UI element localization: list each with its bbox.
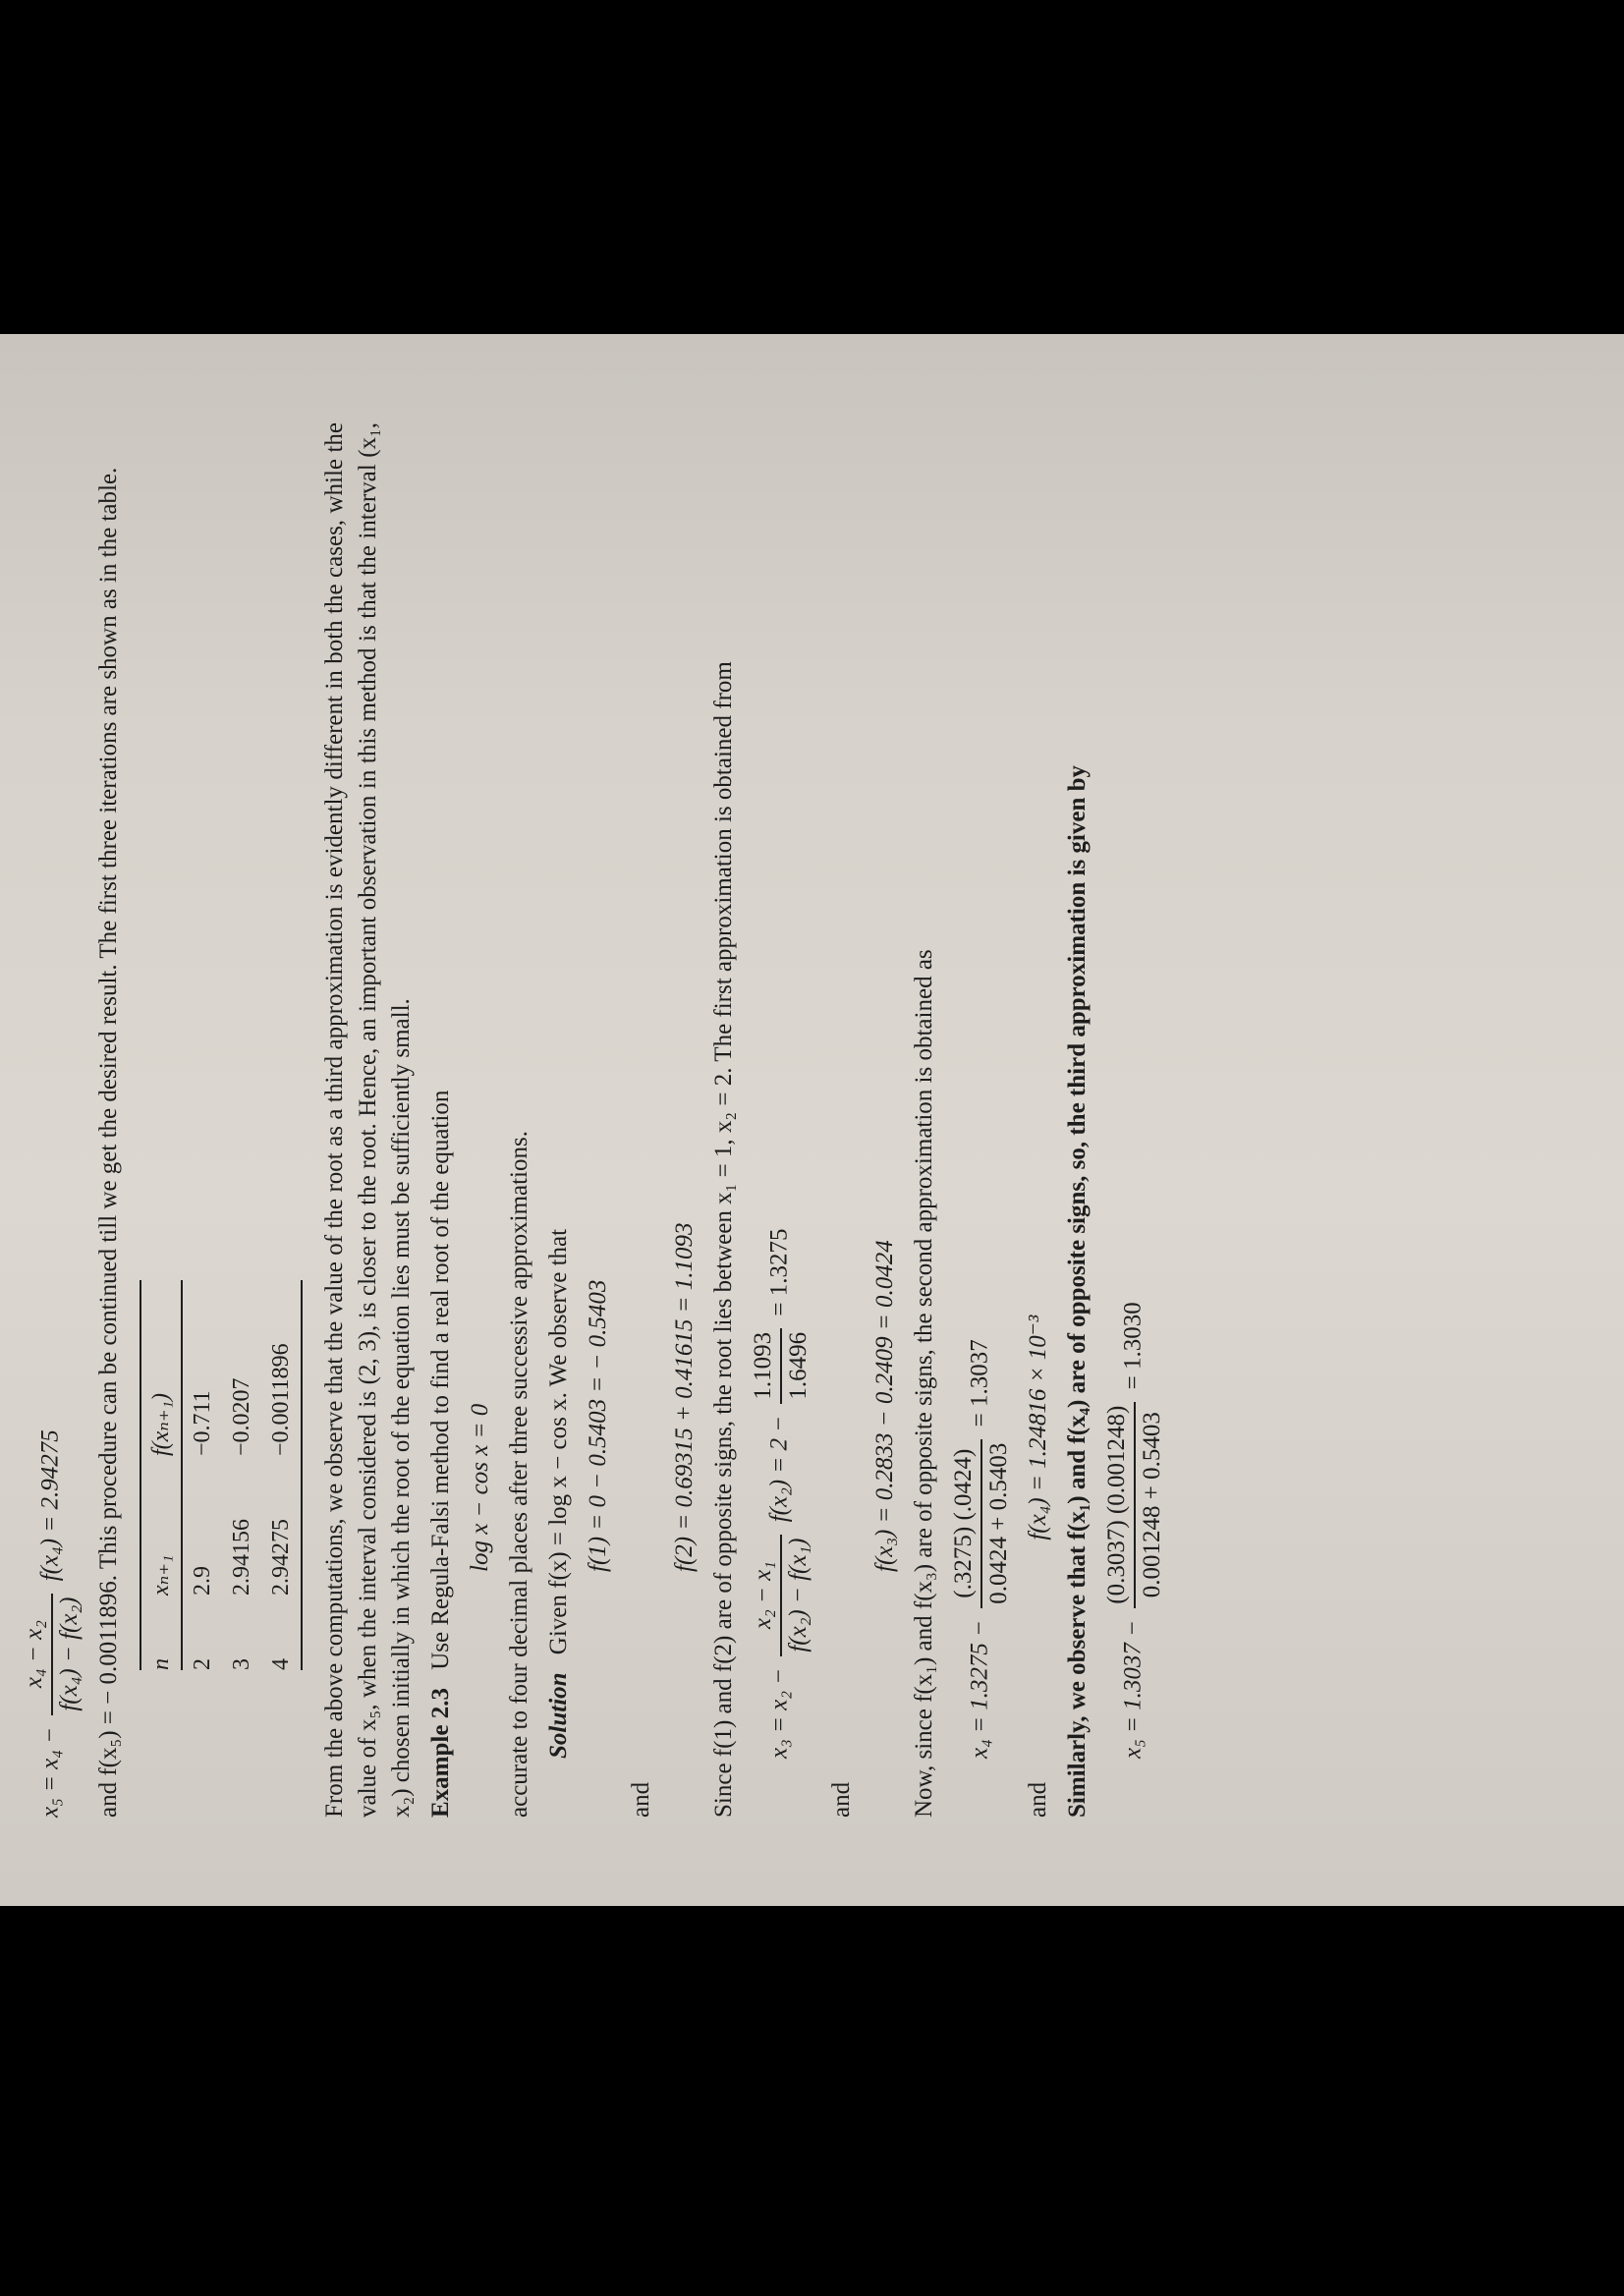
since-paragraph: Since f(1) and f(2) are of opposite signs, the root lies between x₁ = 1, x₂ = 2. The first approximation is obtained from bbox=[710, 661, 737, 1818]
bottom-black-bar bbox=[0, 1906, 1624, 2296]
intro-paragraph: and f(x₅) = − 0.0011896. This procedure can be continued till we get the desired result. The first three iterations are shown as in the table. bbox=[95, 467, 122, 1818]
top-eq-tail: f(x₄) = 2.94275 bbox=[36, 1429, 64, 1582]
top-black-bar bbox=[0, 0, 1624, 334]
fx4-line bbox=[1022, 422, 1055, 1818]
fx3-equation: f(x₃) = 0.2833 − 0.2409 = 0.0424 bbox=[871, 1240, 898, 1572]
top-eq-fraction bbox=[18, 1594, 86, 1715]
textbook-page bbox=[0, 334, 1624, 1906]
x4-equation bbox=[947, 422, 1016, 1759]
x3-equation bbox=[747, 422, 815, 1759]
x3-rhs: = 1.3275 bbox=[765, 1228, 793, 1316]
table-cell: −0.0011896 bbox=[268, 1343, 294, 1456]
solution-heading bbox=[542, 422, 576, 1759]
fx4-equation: f(x₄) = 1.24816 × 10⁻³ bbox=[1025, 1315, 1051, 1540]
x3-mid: f(x₂) = 2 − bbox=[765, 1415, 793, 1523]
x3-lhs: x₃ = x₂ − bbox=[765, 1667, 793, 1759]
table-cell: 2 bbox=[190, 1658, 215, 1670]
x3-den: f(x₂) − f(x₁) bbox=[785, 1538, 812, 1652]
and-word: and bbox=[828, 1781, 855, 1818]
x3-num2: 1.1093 bbox=[747, 1328, 782, 1404]
example-text: Use Regula-Falsi method to find a real root of the equation bbox=[427, 1090, 454, 1670]
table-row bbox=[222, 1280, 261, 1670]
example-tag: Example 2.3 bbox=[427, 1688, 454, 1818]
x3-num: x₂ − x₁ bbox=[747, 1535, 782, 1656]
x5-rhs: = 1.3030 bbox=[1119, 1302, 1147, 1390]
x5-lhs: x₅ = 1.3037 − bbox=[1119, 1619, 1147, 1759]
x3-fraction bbox=[747, 1535, 815, 1656]
top-eq-num: x₄ − x₂ bbox=[18, 1594, 53, 1715]
photo-area bbox=[0, 334, 1624, 1906]
x4-lhs: x₄ = 1.3275 − bbox=[966, 1619, 993, 1759]
table-cell: −0.0207 bbox=[229, 1377, 254, 1456]
solution-tag: Solution bbox=[545, 1672, 572, 1759]
table-cell: 2.9 bbox=[190, 1566, 215, 1596]
table-cell: 2.94275 bbox=[268, 1519, 294, 1596]
x4-num: (.3275) (.0424) bbox=[947, 1439, 982, 1608]
table-cell: −0.711 bbox=[190, 1390, 215, 1456]
x5-num: (0.3037) (0.001248) bbox=[1100, 1402, 1136, 1608]
top-eq-lhs: x₅ = x₄ − bbox=[36, 1726, 64, 1818]
and-word: and bbox=[628, 1781, 654, 1818]
table-cell: 2.94156 bbox=[229, 1519, 254, 1596]
table-header: n bbox=[148, 1658, 174, 1670]
x5-fraction bbox=[1100, 1402, 1169, 1608]
and-word: and bbox=[1025, 1781, 1051, 1818]
top-eq-den: f(x₄) − f(x₂) bbox=[56, 1596, 83, 1711]
table-header-row bbox=[140, 1280, 182, 1670]
x4-fraction bbox=[947, 1439, 1016, 1608]
f1-equation: f(1) = 0 − 0.5403 = − 0.5403 bbox=[585, 1279, 611, 1572]
x4-den: 0.0424 + 0.5403 bbox=[985, 1442, 1012, 1604]
solution-text: Given f(x) = log x − cos x. We observe that bbox=[545, 1228, 572, 1655]
x3-den2: 1.6496 bbox=[785, 1331, 812, 1400]
now-paragraph: Now, since f(x₁) and f(x₃) are of opposite signs, the second approximation is obtained as bbox=[911, 949, 937, 1818]
top-equation bbox=[18, 422, 86, 1818]
x3-fraction-2 bbox=[747, 1328, 815, 1404]
example-equation: log x − cos x = 0 bbox=[467, 1403, 493, 1572]
x5-equation bbox=[1100, 422, 1169, 1759]
x4-rhs: = 1.3037 bbox=[966, 1339, 993, 1428]
table-cell: 3 bbox=[229, 1658, 254, 1670]
x5-den: 0.001248 + 0.5403 bbox=[1139, 1412, 1165, 1598]
similarly-paragraph: Similarly, we observe that f(x₁) and f(x₄) are of opposite signs, so, the third approximation is given by bbox=[1064, 764, 1091, 1818]
table-row bbox=[182, 1280, 222, 1670]
example-heading bbox=[424, 422, 458, 1818]
example-accuracy: accurate to four decimal places after three successive approximations. bbox=[506, 1131, 532, 1818]
iteration-table bbox=[140, 1280, 303, 1670]
observation-paragraph: From the above computations, we observe that the value of the root as a third approximation is evidently different in both the cases, while the value of x₅, when the interval considered is (2, 3), is closer to the root. Hence, an important observation in this method is that the interval (x₁, x₂) chosen initially in which the root of the equation lies must be sufficiently small. bbox=[321, 422, 415, 1818]
table-header: f(xₙ₊₁) bbox=[148, 1392, 174, 1456]
f2-equation: f(2) = 0.69315 + 0.41615 = 1.1093 bbox=[671, 1222, 698, 1572]
table-row bbox=[261, 1280, 302, 1670]
table-header: xₙ₊₁ bbox=[148, 1554, 174, 1596]
table-cell: 4 bbox=[268, 1658, 294, 1670]
